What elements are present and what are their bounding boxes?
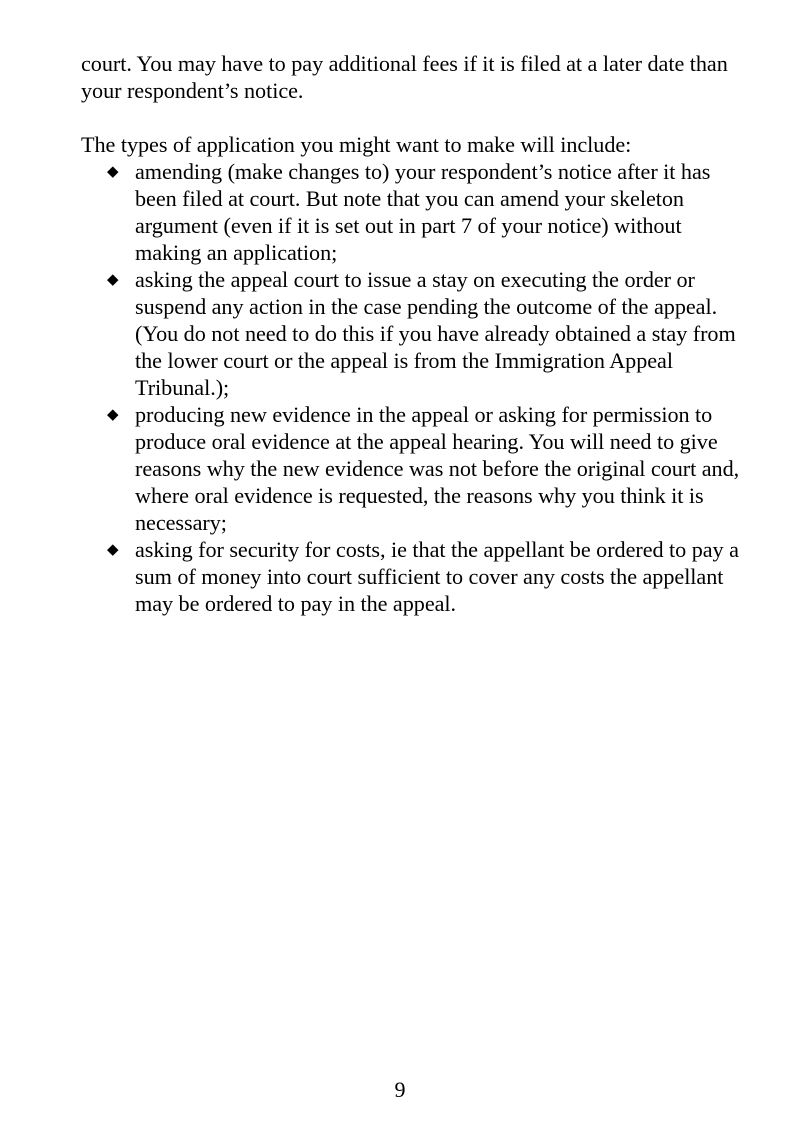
list-item-text: asking for security for costs, ie that the appellant be ordered to pay a sum of money into court sufficient to cover any costs the appellant may be ordered to pay in the appeal. [135,537,739,616]
diamond-bullet-icon: ◆ [107,405,119,423]
document-body [81,50,746,617]
diamond-bullet-icon: ◆ [107,270,119,288]
application-types-list [81,158,746,617]
diamond-bullet-icon: ◆ [107,162,119,180]
application-types-lead: The types of application you might want to make will include: [81,132,632,157]
list-item [81,158,746,266]
list-item [81,536,746,617]
application-types-section [81,131,746,617]
list-item [81,401,746,536]
list-item [81,266,746,401]
intro-paragraph: court. You may have to pay additional fees if it is filed at a later date than your respondent’s notice. [81,51,728,103]
diamond-bullet-icon: ◆ [107,540,119,558]
list-item-text: asking the appeal court to issue a stay on executing the order or suspend any action in the case pending the outcome of the appeal. (You do not need to do this if you have already obtained a stay from the lower court or the appeal is from the Immigration Appeal Tribunal.); [135,267,736,400]
page-number: 9 [394,1077,406,1102]
list-item-text: amending (make changes to) your respondent’s notice after it has been filed at court. But note that you can amend your skeleton argument (even if it is set out in part 7 of your notice) without making an application; [135,159,711,265]
list-item-text: producing new evidence in the appeal or asking for permission to produce oral evidence at the appeal hearing. You will need to give reasons why the new evidence was not before the original court and, where oral evidence is requested, the reasons why you think it is necessary; [135,402,740,535]
